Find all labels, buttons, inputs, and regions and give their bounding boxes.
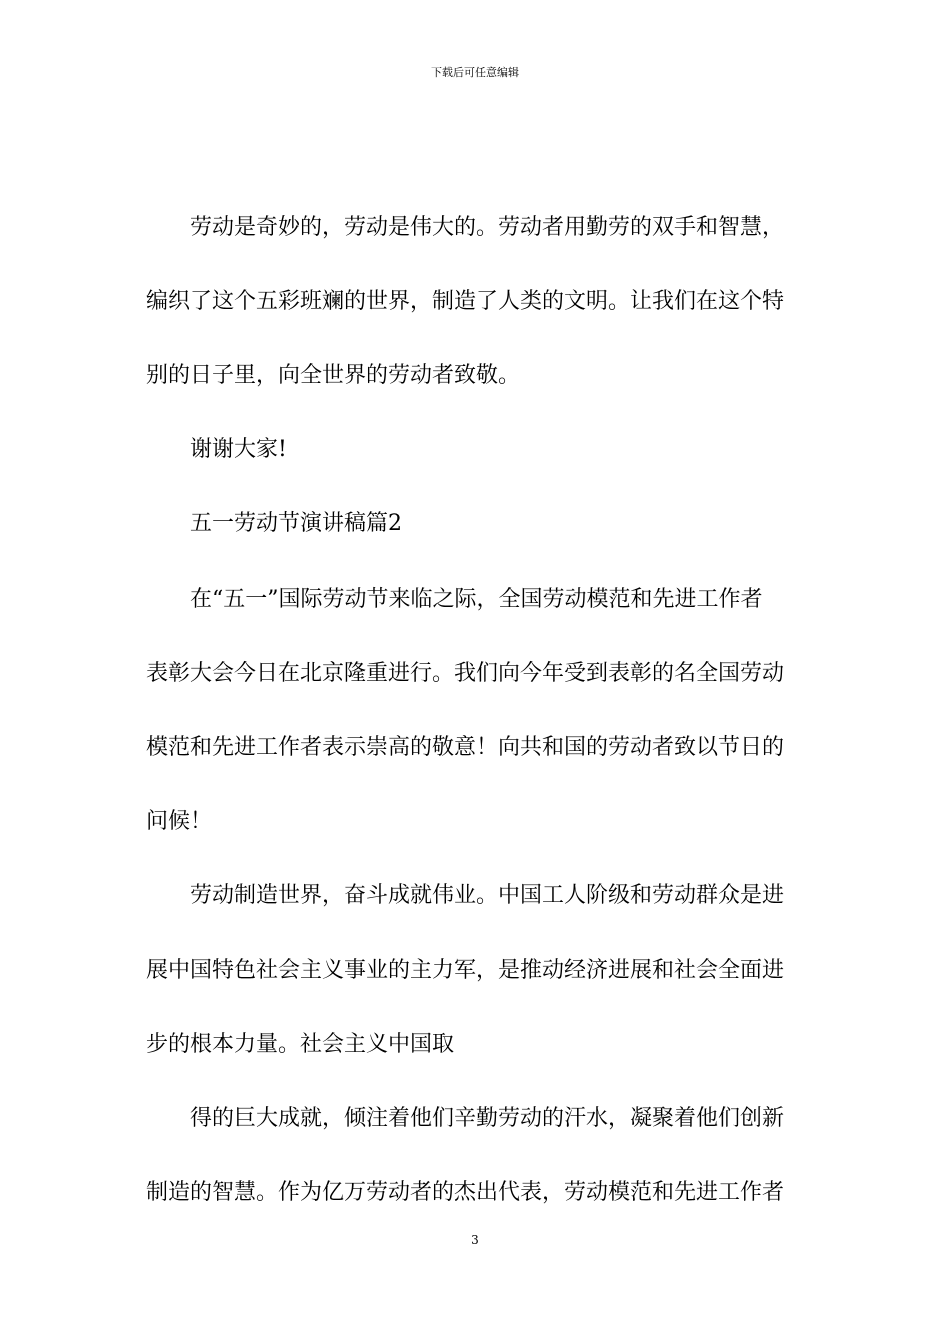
paragraph-line: 步的根本力量。社会主义中国取 bbox=[146, 1032, 455, 1057]
page-number: 3 bbox=[471, 1233, 479, 1247]
paragraph-line: 劳动是奇妙的，劳动是伟大的。劳动者用勤劳的双手和智慧， bbox=[190, 215, 785, 240]
paragraph-line: 谢谢大家! bbox=[190, 437, 287, 462]
paragraph-line: 制造的智慧。作为亿万劳动者的杰出代表，劳动模范和先进工作者 bbox=[146, 1180, 785, 1205]
section-heading: 五一劳动节演讲稿篇2 bbox=[190, 511, 402, 536]
paragraph-line: 在“五一”国际劳动节来临之际，全国劳动模范和先进工作者 bbox=[190, 587, 763, 612]
page-header: 下载后可任意编辑 bbox=[431, 66, 519, 79]
paragraph-line: 模范和先进工作者表示崇高的敬意！向共和国的劳动者致以节日的 bbox=[146, 735, 785, 760]
paragraph-line: 别的日子里，向全世界的劳动者致敬。 bbox=[146, 363, 521, 388]
paragraph-line: 问候！ bbox=[146, 809, 213, 834]
paragraph-line: 得的巨大成就，倾注着他们辛勤劳动的汗水，凝聚着他们创新 bbox=[190, 1106, 785, 1131]
paragraph-line: 展中国特色社会主义事业的主力军，是推动经济进展和社会全面进 bbox=[146, 958, 785, 983]
paragraph-line: 劳动制造世界，奋斗成就伟业。中国工人阶级和劳动群众是进 bbox=[190, 883, 785, 908]
paragraph-line: 表彰大会今日在北京隆重进行。我们向今年受到表彰的名全国劳动 bbox=[146, 661, 785, 686]
paragraph-line: 编织了这个五彩班斓的世界，制造了人类的文明。让我们在这个特 bbox=[146, 289, 785, 314]
